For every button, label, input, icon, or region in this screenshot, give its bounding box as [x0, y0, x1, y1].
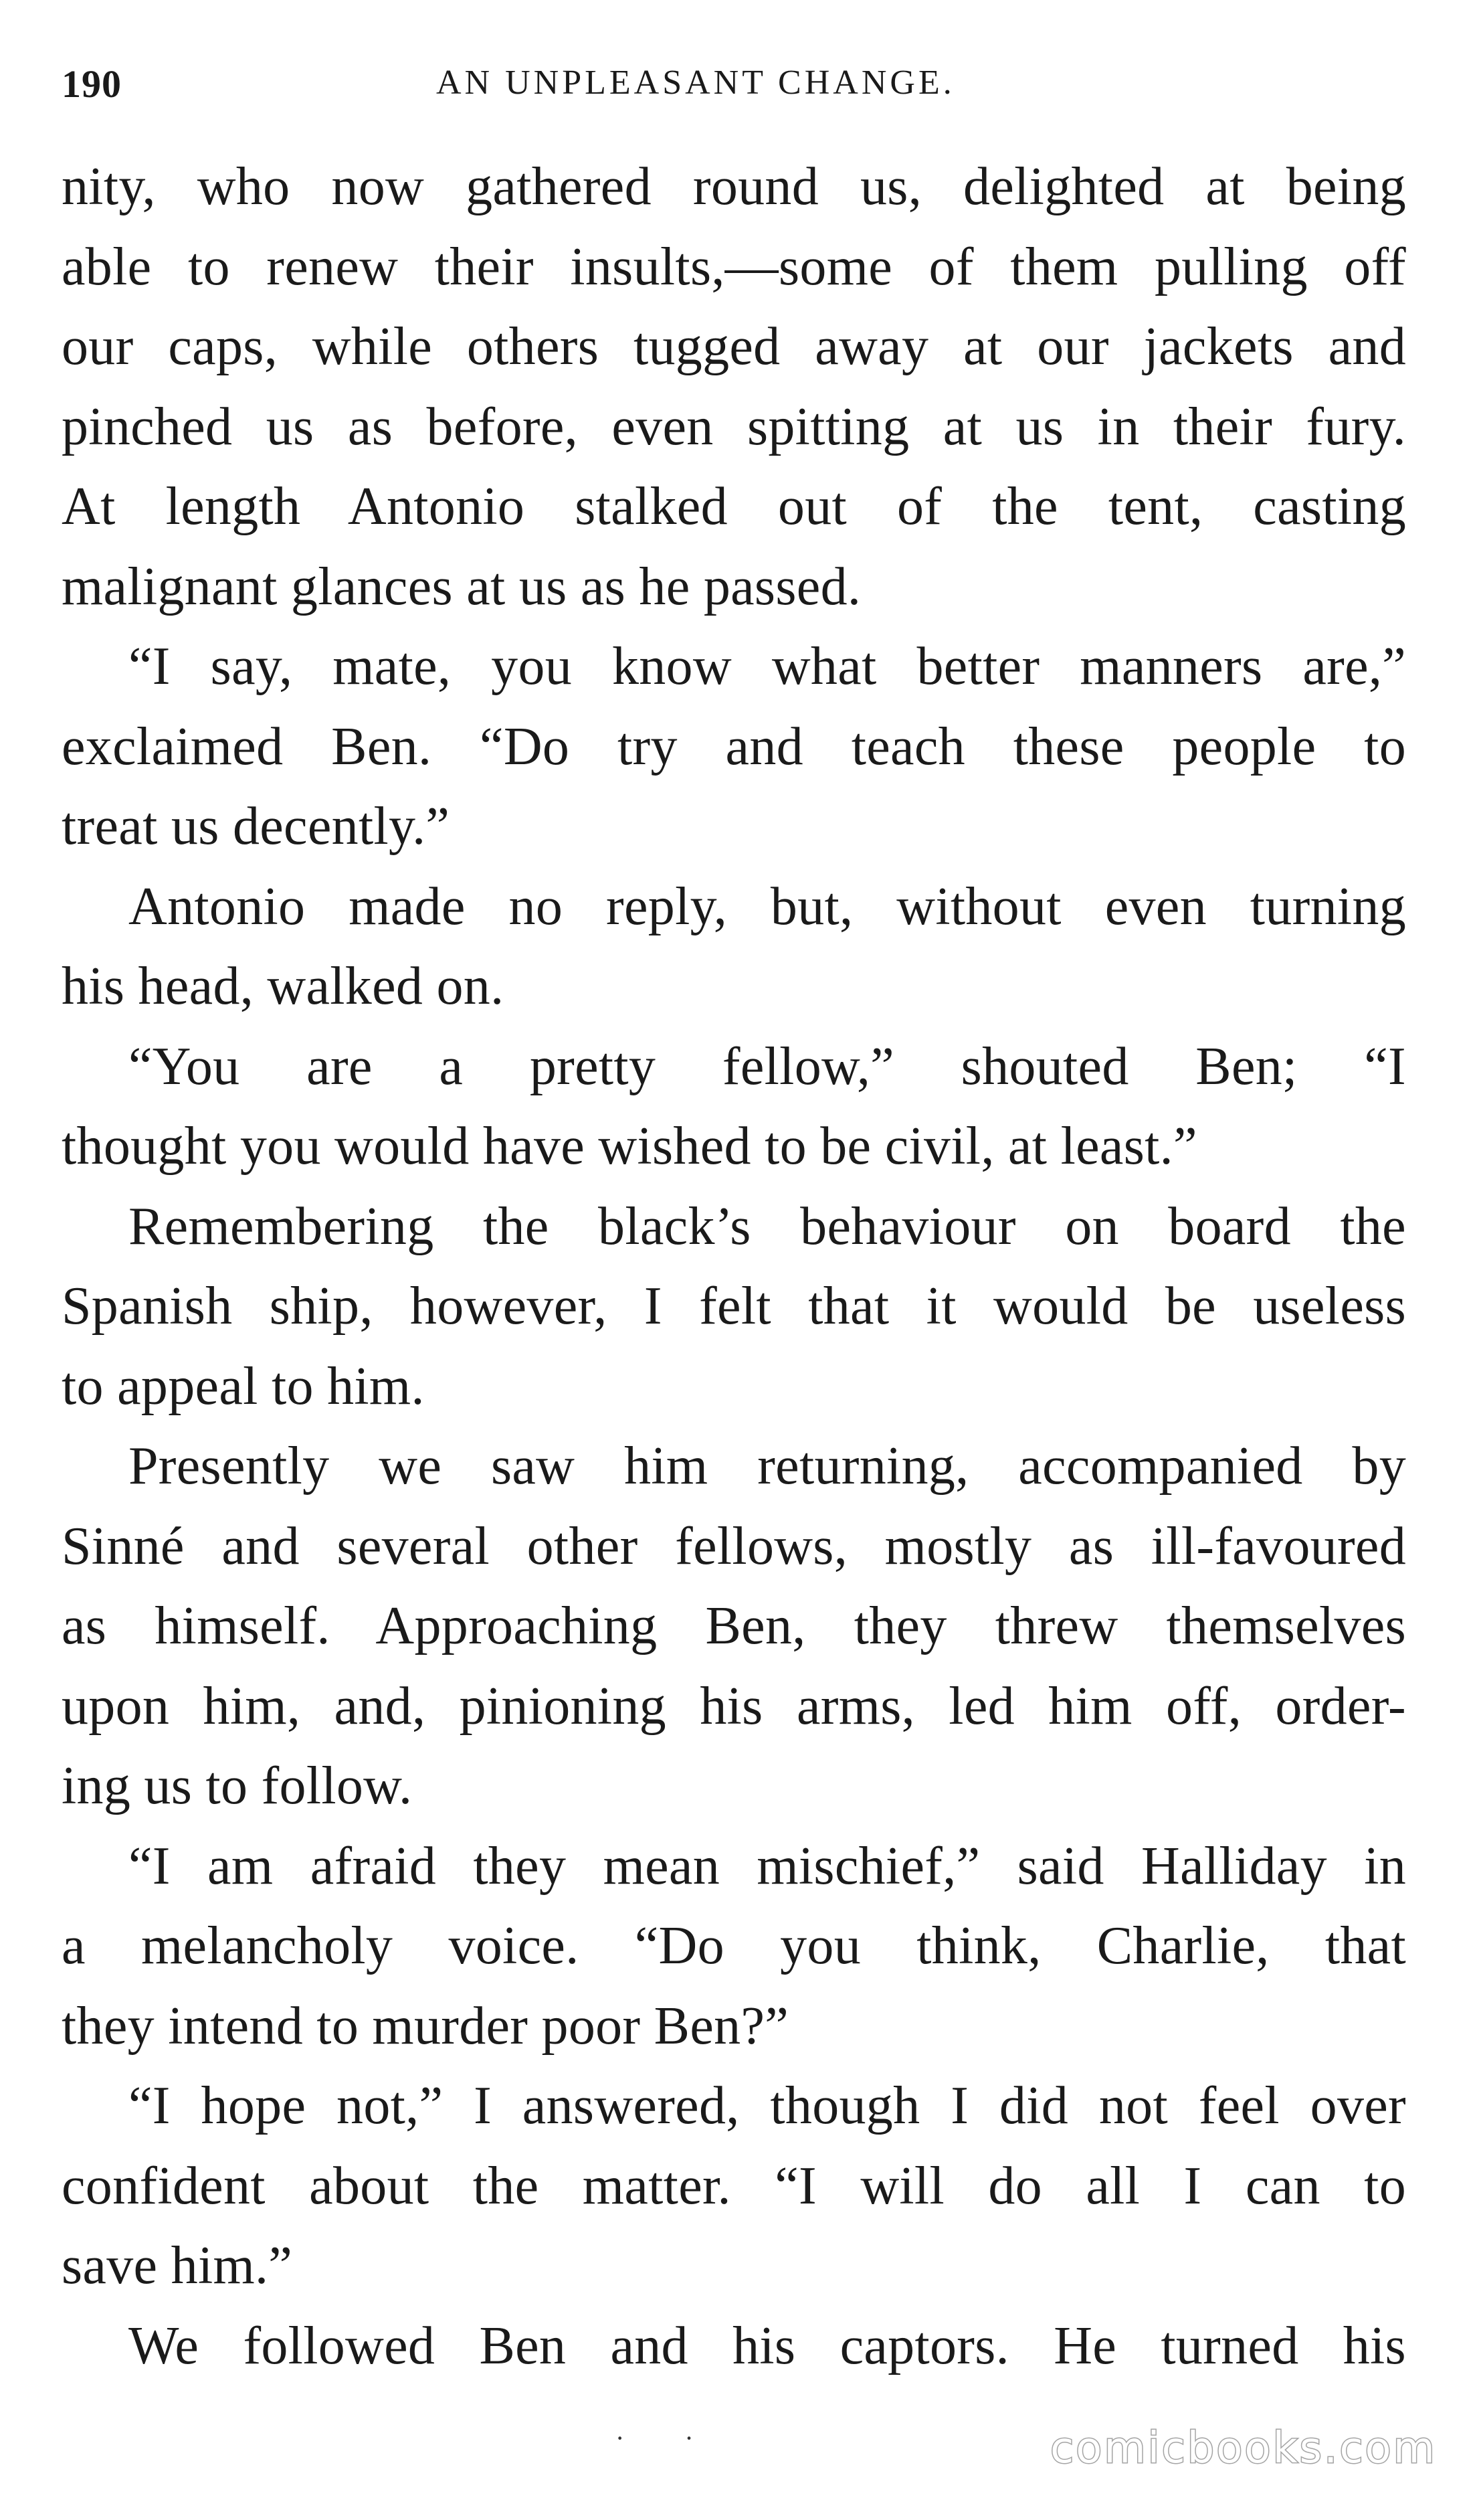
text-line: Sinné and several other fellows, mostly as ill-favoured: [62, 1516, 1406, 1576]
text-line: treat us decently.”: [62, 797, 450, 856]
text-line: At length Antonio stalked out of the tent, casting: [62, 477, 1406, 536]
text-line: pinched us as before, even spitting at us in their fury.: [62, 397, 1406, 456]
text-line: upon him, and, pinioning his arms, led him off, order-: [62, 1676, 1406, 1736]
text-line: “I hope not,” I answered, though I did not feel over: [128, 2076, 1406, 2135]
text-line: they intend to murder poor Ben?”: [62, 1996, 789, 2056]
text-line: confident about the matter. “I will do all I can to: [62, 2156, 1406, 2216]
text-line: malignant glances at us as he passed.: [62, 557, 862, 616]
text-line: nity, who now gathered round us, delighted at being: [62, 157, 1406, 216]
text-line: thought you would have wished to be civil, at least.”: [62, 1117, 1197, 1176]
text-line: to appeal to him.: [62, 1356, 425, 1416]
print-specks: · ·: [615, 2423, 720, 2453]
text-line: his head, walked on.: [62, 957, 504, 1016]
text-line: Spanish ship, however, I felt that it would be useless: [62, 1277, 1406, 1336]
text-line: “I say, mate, you know what better manners are,”: [128, 637, 1406, 696]
text-line: as himself. Approaching Ben, they threw themselves: [62, 1597, 1406, 1655]
body-text: [62, 147, 1406, 2386]
text-line: “I am afraid they mean mischief,” said Halliday in: [128, 1836, 1406, 1896]
text-line: save him.”: [62, 2236, 293, 2295]
text-line: exclaimed Ben. “Do try and teach these people to: [62, 717, 1406, 776]
text-line: Antonio made no reply, but, without even turning: [128, 877, 1406, 936]
text-line: our caps, while others tugged away at our jackets and: [62, 317, 1406, 376]
watermark: comicbooks.com: [1050, 2424, 1437, 2473]
text-line: Remembering the black’s behaviour on board the: [128, 1196, 1406, 1256]
page-header: [62, 62, 1406, 115]
page-number: 190: [62, 62, 122, 106]
text-line: a melancholy voice. “Do you think, Charlie, that: [62, 1916, 1406, 1975]
running-title: AN UNPLEASANT CHANGE.: [436, 64, 955, 102]
text-line: “You are a pretty fellow,” shouted Ben; “I: [128, 1037, 1406, 1096]
text-line: able to renew their insults,—some of them pulling off: [62, 237, 1406, 296]
text-line: We followed Ben and his captors. He turned his: [128, 2316, 1406, 2375]
text-line: Presently we saw him returning, accompanied by: [128, 1437, 1406, 1496]
text-line: ing us to follow.: [62, 1757, 413, 1815]
